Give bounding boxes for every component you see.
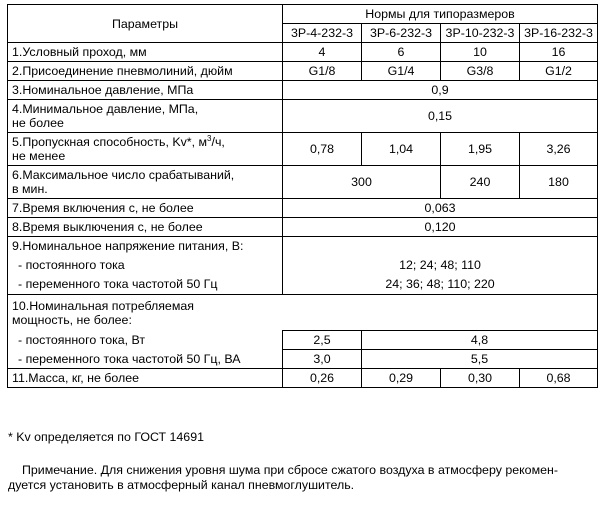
label-text: 5.Пропускная способность, Kv*, м [12,135,208,149]
model-header: 3Р-4-232-3 [283,24,362,43]
sub-value: 12; 24; 48; 110 [399,258,481,272]
sub-label: - постоянного тока [18,258,125,272]
cell-value: 1,95 [441,133,520,166]
model-header: 3Р-16-232-3 [520,24,598,43]
row-label-line: в мин. [12,182,48,196]
cell-value: 300 [283,166,441,199]
row-label [8,237,283,295]
cell-value: 0,29 [362,369,441,388]
table-row [8,331,598,350]
cell-value: 240 [441,166,520,199]
row-label-line: не более [12,116,64,130]
cell-value: G1/2 [520,62,598,81]
row-label [8,166,283,199]
parameters-table [7,4,598,388]
table-row [8,62,598,81]
remark [8,463,596,493]
sub-label [8,331,283,350]
footnote: * Kv определяется по ГОСТ 14691 [8,430,204,444]
row-label-line: 10.Номинальная потребляемая [12,298,194,313]
table-row [8,350,598,369]
cell-value: 4,8 [362,331,598,350]
cell-value [283,237,598,295]
cell-value: 0,78 [283,133,362,166]
cell-value: 180 [520,166,598,199]
row-label-line: 4.Минимальное давление, МПа, [12,102,199,116]
cell-value: 0,9 [283,81,598,100]
cell-value: 0,063 [283,199,598,218]
table-row [8,166,598,199]
params-header: Параметры [8,5,283,43]
cell-value: 10 [441,43,520,62]
sub-label-text: - переменного тока частотой 50 Гц, ВА [18,351,241,366]
superscript: 3 [207,133,212,143]
model-header: 3Р-6-232-3 [362,24,441,43]
sub-label-text: - постоянного тока, Вт [18,333,146,347]
table-row [8,100,598,133]
table-row [8,295,598,331]
row-label: 1.Условный проход, мм [8,43,283,62]
cell-value: 0,30 [441,369,520,388]
table-row [8,237,598,295]
sub-label [8,350,283,369]
row-label: 11.Масса, кг, не более [8,369,283,388]
sub-value: 24; 36; 48; 110; 220 [385,277,495,291]
row-label [8,295,598,331]
table-row [8,369,598,388]
norms-header: Нормы для типоразмеров [283,5,598,24]
cell-value: G1/8 [283,62,362,81]
row-label: 3.Номинальное давление, МПа [8,81,283,100]
table-row [8,43,598,62]
row-label-line: 9.Номинальное напряжение питания, В: [12,239,244,253]
label-text: /ч, [211,135,225,149]
cell-value: 6 [362,43,441,62]
row-label: 7.Время включения с, не более [8,199,283,218]
cell-value: 3,26 [520,133,598,166]
table-row [8,81,598,100]
cell-value: 3,0 [283,350,362,369]
table-row [8,218,598,237]
cell-value: 0,15 [283,100,598,133]
row-label-line: мощность, не более: [12,312,132,327]
table-row [8,133,598,166]
cell-value: 16 [520,43,598,62]
cell-value: 1,04 [362,133,441,166]
cell-value: 0,120 [283,218,598,237]
remark-line: дуется установить в атмосферный канал пневмоглушитель. [8,478,355,492]
model-header: 3Р-10-232-3 [441,24,520,43]
cell-value: 4 [283,43,362,62]
cell-value: 0,26 [283,369,362,388]
table-row [8,199,598,218]
row-label [8,133,283,166]
row-label-line: не менее [12,149,66,163]
cell-value: 5,5 [362,350,598,369]
sub-label: - переменного тока частотой 50 Гц [18,277,218,291]
cell-value: 2,5 [283,331,362,350]
row-label-line: 6.Максимальное число срабатываний, [12,168,235,182]
row-label [8,100,283,133]
cell-value: G1/4 [362,62,441,81]
row-label: 8.Время выключения с, не более [8,218,283,237]
remark-line: Примечание. Для снижения уровня шума при сбросе сжатого воздуха в атмосферу рекомен- [22,463,558,477]
cell-value: G3/8 [441,62,520,81]
cell-value: 0,68 [520,369,598,388]
row-label: 2.Присоединение пневмолиний, дюйм [8,62,283,81]
row-label-line [12,135,278,149]
